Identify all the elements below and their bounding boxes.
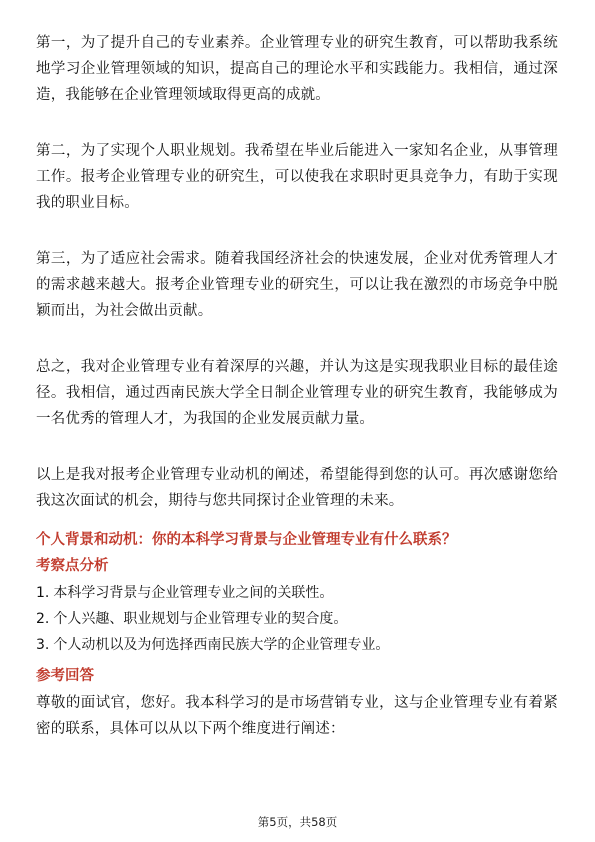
paragraph-2: 第二，为了实现个人职业规划。我希望在毕业后能进入一家知名企业，从事管理工作。报考企业管理专业的研究生，可以使我在求职时更具竞争力，有助于实现我的职业目标。 [36,143,558,211]
list-number: 2. [36,611,50,627]
paragraph-5: 以上是我对报考企业管理专业动机的阐述，希望能得到您的认可。再次感谢您给我这次面试的机会，期待与您共同探讨企业管理的未来。 [36,467,558,509]
question-heading: 个人背景和动机：你的本科学习背景与企业管理专业有什么联系？ [36,532,457,548]
analysis-item-1 [36,580,558,606]
paragraph-4: 总之，我对企业管理专业有着深厚的兴趣，并认为这是实现我职业目标的最佳途径。我相信，通过西南民族大学全日制企业管理专业的研究生教育，我能够成为一名优秀的管理人才，为我国的企业发展贡献力量。 [36,359,558,427]
analysis-heading: 考察点分析 [36,558,109,574]
list-number: 3. [36,637,50,653]
reference-answer: 尊敬的面试官，您好。我本科学习的是市场营销专业，这与企业管理专业有着紧密的联系，具体可以从以下两个维度进行阐述： [36,695,558,737]
paragraph-3: 第三，为了适应社会需求。随着我国经济社会的快速发展，企业对优秀管理人才的需求越来越大。报考企业管理专业的研究生，可以让我在激烈的市场竞争中脱颖而出，为社会做出贡献。 [36,251,558,319]
list-text: 本科学习背景与企业管理专业之间的关联性。 [53,585,334,601]
document-body [36,30,558,742]
list-text: 个人兴趣、职业规划与企业管理专业的契合度。 [53,611,348,627]
page-footer: 第5页，共58页 [257,815,338,829]
list-number: 1. [36,585,50,601]
list-text: 个人动机以及为何选择西南民族大学的企业管理专业。 [53,637,390,653]
analysis-item-2 [36,606,558,632]
reference-heading: 参考回答 [36,668,94,684]
analysis-item-3 [36,632,558,658]
paragraph-1: 第一，为了提升自己的专业素养。企业管理专业的研究生教育，可以帮助我系统地学习企业管理领域的知识，提高自己的理论水平和实践能力。我相信，通过深造，我能够在企业管理领域取得更高的成就。 [36,35,558,103]
